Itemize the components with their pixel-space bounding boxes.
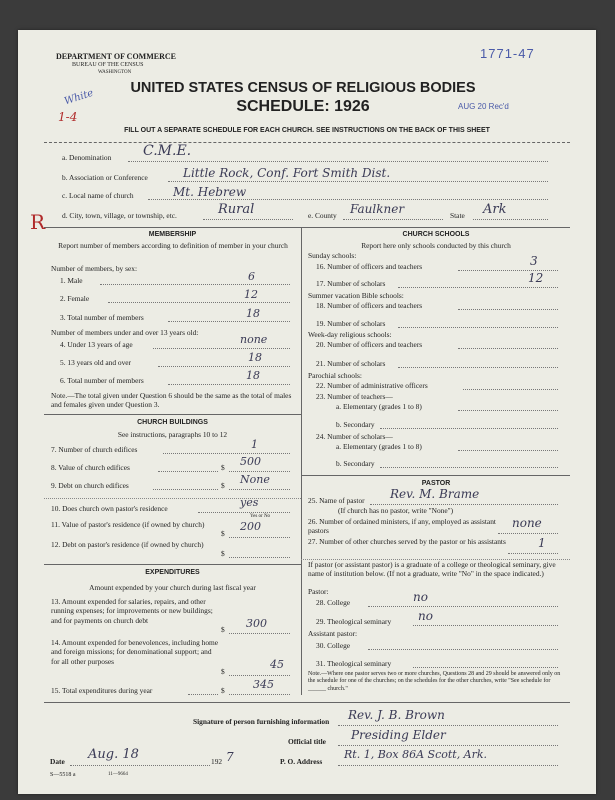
edifices-value: 500 xyxy=(240,455,261,468)
schools-subheading: Report here only schools conducted by this church xyxy=(361,241,511,250)
city-line xyxy=(203,219,293,220)
assistant-ministers-value: none xyxy=(512,516,542,530)
other-churches-value: 1 xyxy=(538,536,546,550)
state-label: State xyxy=(450,211,465,220)
expenditures-top-rule xyxy=(44,564,301,565)
residence-value-line xyxy=(229,537,290,538)
teachers-secondary-label: b. Secondary xyxy=(336,420,375,429)
check-mark: 1-4 xyxy=(58,110,78,124)
pastor-sub-label: Pastor: xyxy=(308,587,329,596)
schools-heading: CHURCH SCHOOLS xyxy=(402,231,470,238)
pastor-heading: PASTOR xyxy=(421,480,451,487)
state-value: Ark xyxy=(483,202,507,217)
pastor-top-rule xyxy=(301,475,570,476)
total-members-value: 18 xyxy=(246,307,260,320)
date-line xyxy=(70,765,210,766)
pastor-name-value: Rev. M. Brame xyxy=(390,487,480,501)
sunday-scholars-value: 12 xyxy=(528,271,544,285)
edifices-debt-label: 9. Debt on church edifices xyxy=(51,481,129,490)
female-label: 2. Female xyxy=(60,294,90,303)
city-value: Rural xyxy=(218,202,255,217)
total-members-age-label: 6. Total number of members xyxy=(60,376,144,385)
conference-label: b. Association or Conference xyxy=(62,173,148,182)
denomination-label: a. Denomination xyxy=(62,153,112,162)
bureau-name: BUREAU OF THE CENSUS xyxy=(72,62,144,68)
edifices-value-leader xyxy=(158,471,218,472)
pastor-college-line xyxy=(368,606,558,607)
assistant-seminary-line xyxy=(413,667,558,668)
pastor-college-label: 28. College xyxy=(316,598,351,607)
running-expenses-line xyxy=(229,633,290,634)
running-expenses-label: 13. Amount expended for salaries, repairs, and other running expenses; for improvements or new buildings; and for payments on church debt xyxy=(51,597,213,625)
over-13-line xyxy=(158,366,290,367)
state-line xyxy=(473,219,548,220)
other-churches-line xyxy=(508,553,558,554)
owns-residence-label: 10. Does church own pastor's residence xyxy=(51,504,168,513)
county-line xyxy=(343,219,443,220)
residence-debt-dollar: $ xyxy=(221,549,225,558)
benevolences-dollar: $ xyxy=(221,667,225,676)
total-members-line xyxy=(168,321,290,322)
weekday-schools-label: Week-day religious schools: xyxy=(308,330,392,339)
body-top-rule xyxy=(44,227,570,228)
assistant-ministers-label: 26. Number of ordained ministers, if any, employed as assistant pastors xyxy=(308,517,496,535)
total-expenditures-label: 15. Total expenditures during year xyxy=(51,686,153,695)
po-address-label: P. O. Address xyxy=(280,757,323,766)
city-name: WASHINGTON xyxy=(98,70,132,75)
total-expenditures-dollar: $ xyxy=(221,686,225,695)
sunday-scholars-line xyxy=(398,287,558,288)
owns-residence-value: yes xyxy=(240,496,259,509)
scholars-label: 24. Number of scholars— xyxy=(316,432,393,441)
benevolences-line xyxy=(229,675,290,676)
buildings-mid-rule xyxy=(44,498,301,499)
color-note: White xyxy=(63,87,95,108)
pastor-seminary-line xyxy=(413,625,558,626)
edifices-count-line xyxy=(163,453,290,454)
teachers-secondary-line xyxy=(380,428,558,429)
owns-residence-line xyxy=(198,512,290,513)
official-title-value: Presiding Elder xyxy=(351,728,446,742)
dept-name: DEPARTMENT OF COMMERCE xyxy=(56,52,177,61)
local-name-label: c. Local name of church xyxy=(62,191,134,200)
denomination-line xyxy=(128,161,548,162)
scholars-secondary-label: b. Secondary xyxy=(336,459,375,468)
summer-scholars-line xyxy=(398,327,558,328)
edifices-value-line xyxy=(229,471,290,472)
residence-value: 200 xyxy=(240,520,261,533)
column-divider xyxy=(301,227,302,695)
scholars-elementary-label: a. Elementary (grades 1 to 8) xyxy=(336,442,422,451)
total-members-age-line xyxy=(168,384,290,385)
po-address-line xyxy=(338,765,558,766)
summer-schools-label: Summer vacation Bible schools: xyxy=(308,291,404,300)
schedule-title: SCHEDULE: 1926 xyxy=(236,98,370,115)
pastor-seminary-value: no xyxy=(418,609,433,623)
edifices-value-label: 8. Value of church edifices xyxy=(51,463,130,472)
form-title: UNITED STATES CENSUS OF RELIGIOUS BODIES xyxy=(130,80,476,96)
county-label: e. County xyxy=(308,211,337,220)
local-name-line xyxy=(148,199,548,200)
edifices-debt-dollar: $ xyxy=(221,481,225,490)
running-expenses-dollar: $ xyxy=(221,625,225,634)
assistant-college-label: 30. College xyxy=(316,641,351,650)
local-name-value: Mt. Hebrew xyxy=(173,185,247,199)
assistant-pastor-label: Assistant pastor: xyxy=(308,629,358,638)
signature-value: Rev. J. B. Brown xyxy=(348,708,445,722)
female-line xyxy=(108,302,290,303)
benevolences-value: 45 xyxy=(270,658,284,671)
weekday-scholars-line xyxy=(398,367,558,368)
census-schedule-page xyxy=(18,30,596,794)
residence-debt-line xyxy=(229,557,290,558)
summer-scholars-label: 19. Number of scholars xyxy=(316,319,386,328)
other-churches-label: 27. Number of other churches served by the pastor or his assistants xyxy=(308,537,506,546)
summer-teachers-label: 18. Number of officers and teachers xyxy=(316,301,423,310)
signature-line xyxy=(338,725,558,726)
conference-value: Little Rock, Conf. Fort Smith Dist. xyxy=(183,166,391,180)
residence-value-dollar: $ xyxy=(221,529,225,538)
total-members-label: 3. Total number of members xyxy=(60,313,144,322)
residence-debt-label: 12. Debt on pastor's residence (if owned by church) xyxy=(51,540,204,549)
under-13-label: 4. Under 13 years of age xyxy=(60,340,133,349)
buildings-subheading: See instructions, paragraphs 10 to 12 xyxy=(117,430,228,439)
buildings-heading: CHURCH BUILDINGS xyxy=(137,419,208,426)
membership-heading: MEMBERSHIP xyxy=(148,231,197,238)
over-13-value: 18 xyxy=(248,351,262,364)
graduate-note: If pastor (or assistant pastor) is a graduate of a college or theological seminary, give name of institution below. (If not a graduate, write "No" in the space indicated.) xyxy=(308,560,556,578)
membership-subheading: Report number of members according to definition of member in your church xyxy=(58,241,288,250)
instruction-line: FILL OUT A SEPARATE SCHEDULE FOR EACH CHURCH. SEE INSTRUCTIONS ON THE BACK OF THIS SHEET xyxy=(124,127,490,134)
form-code: S—5518 a xyxy=(50,772,76,778)
male-line xyxy=(100,284,290,285)
yes-no-hint: Yes or No xyxy=(250,514,271,519)
teachers-label: 23. Number of teachers— xyxy=(316,392,393,401)
header-rule xyxy=(44,142,570,143)
pastor-college-value: no xyxy=(413,590,428,604)
county-value: Faulkner xyxy=(350,202,405,216)
po-address-value: Rt. 1, Box 86A Scott, Ark. xyxy=(344,748,488,761)
pastor-name-line xyxy=(370,504,558,505)
form-number-stamp: 1771-47 xyxy=(480,46,535,61)
margin-mark: R xyxy=(30,210,46,234)
date-value: Aug. 18 xyxy=(88,747,139,762)
expenditures-heading: EXPENDITURES xyxy=(145,569,200,576)
summer-teachers-line xyxy=(458,309,558,310)
teachers-elementary-label: a. Elementary (grades 1 to 8) xyxy=(336,402,422,411)
edifices-value-dollar: $ xyxy=(221,463,225,472)
scholars-secondary-line xyxy=(380,467,558,468)
pastor-seminary-label: 29. Theological seminary xyxy=(316,617,392,626)
under-13-line xyxy=(153,348,290,349)
benevolences-label: 14. Amount expended for benevolences, including home and foreign missions; for denominational support; and for all other purposes xyxy=(51,638,219,666)
male-value: 6 xyxy=(248,270,255,283)
year-suffix: 7 xyxy=(226,750,234,764)
assistant-ministers-line xyxy=(498,533,558,534)
running-expenses-value: 300 xyxy=(246,617,267,630)
edifices-count-label: 7. Number of church edifices xyxy=(51,445,138,454)
sunday-scholars-label: 17. Number of scholars xyxy=(316,279,386,288)
female-value: 12 xyxy=(244,288,258,301)
total-members-age-value: 18 xyxy=(246,369,260,382)
admin-officers-label: 22. Number of administrative officers xyxy=(316,381,428,390)
signature-label: Signature of person furnishing information xyxy=(193,717,330,726)
official-title-label: Official title xyxy=(288,737,326,746)
denomination-value: C.M.E. xyxy=(143,143,192,159)
edifices-debt-line xyxy=(229,489,290,490)
edifices-debt-value: None xyxy=(240,473,270,486)
sunday-teachers-value: 3 xyxy=(530,254,538,268)
city-label: d. City, town, village, or township, etc. xyxy=(62,211,177,220)
weekday-teachers-label: 20. Number of officers and teachers xyxy=(316,340,423,349)
pastor-note: Note.—Where one pastor serves two or more churches, Questions 28 and 29 should be answered only on the schedule for one of the churches; on the schedules for the other churches, write "See schedule for ______ church." xyxy=(308,671,561,692)
membership-note: Note.—The total given under Question 6 should be the same as the total of males and females given under Question 3. xyxy=(51,391,292,409)
parochial-schools-label: Parochial schools: xyxy=(308,371,362,380)
members-by-sex-label: Number of members, by sex: xyxy=(51,264,137,273)
date-label: Date xyxy=(50,757,65,766)
under-13-value: none xyxy=(240,333,268,346)
edifices-count-value: 1 xyxy=(251,438,258,451)
conference-line xyxy=(168,181,548,182)
print-code: 11—9664 xyxy=(108,772,128,777)
age-breakdown-label: Number of members under and over 13 years old: xyxy=(51,328,199,337)
sunday-teachers-label: 16. Number of officers and teachers xyxy=(316,262,423,271)
pastor-name-note: (If church has no pastor, write "None") xyxy=(338,506,454,515)
teachers-elementary-line xyxy=(458,410,558,411)
admin-officers-line xyxy=(463,389,558,390)
footer-top-rule xyxy=(44,702,570,703)
male-label: 1. Male xyxy=(60,276,83,285)
buildings-top-rule xyxy=(44,414,301,415)
total-expenditures-line xyxy=(229,694,290,695)
assistant-college-line xyxy=(368,649,558,650)
weekday-scholars-label: 21. Number of scholars xyxy=(316,359,386,368)
official-title-line xyxy=(338,745,558,746)
year-prefix: 192 xyxy=(211,757,223,766)
scholars-elementary-line xyxy=(458,450,558,451)
sunday-schools-label: Sunday schools: xyxy=(308,251,357,260)
total-expenditures-leader xyxy=(188,694,218,695)
over-13-label: 5. 13 years old and over xyxy=(60,358,132,367)
total-expenditures-value: 345 xyxy=(253,678,274,691)
received-date-stamp: AUG 20 Rec'd xyxy=(458,102,509,111)
assistant-seminary-label: 31. Theological seminary xyxy=(316,659,392,668)
expenditures-subheading: Amount expended by your church during last fiscal year xyxy=(89,583,256,592)
weekday-teachers-line xyxy=(458,348,558,349)
edifices-debt-leader xyxy=(153,489,218,490)
residence-value-label: 11. Value of pastor's residence (if owned by church) xyxy=(51,520,205,529)
pastor-name-label: 25. Name of pastor xyxy=(308,496,365,505)
